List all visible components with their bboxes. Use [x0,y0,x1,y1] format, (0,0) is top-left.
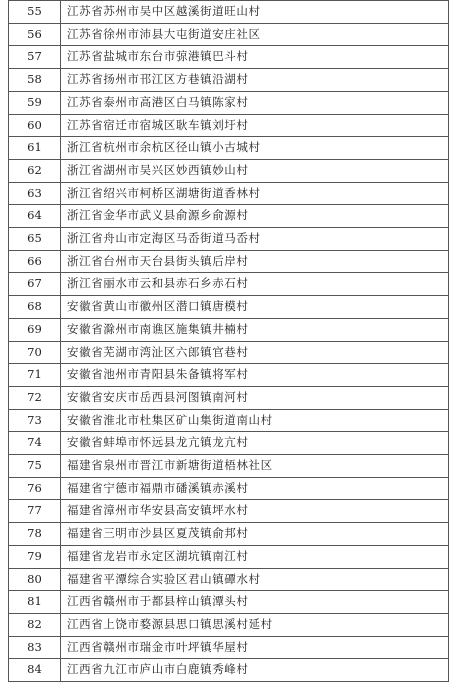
table-row [9,228,449,251]
village-name-cell: 安徽省黄山市徽州区潜口镇唐模村 [61,296,449,319]
row-number-cell: 77 [9,500,61,523]
table-row [9,341,449,364]
table-row [9,545,449,568]
village-name-cell: 浙江省舟山市定海区马岙街道马岙村 [61,228,449,251]
row-number-cell: 74 [9,432,61,455]
village-name-cell: 福建省泉州市晋江市新塘街道梧林社区 [61,455,449,478]
row-number-cell: 55 [9,1,61,24]
table-row [9,23,449,46]
row-number-cell: 81 [9,591,61,614]
village-name-cell: 福建省龙岩市永定区湖坑镇南江村 [61,545,449,568]
row-number-cell: 57 [9,46,61,69]
row-number-cell: 61 [9,137,61,160]
table-row [9,386,449,409]
village-name-cell: 江苏省扬州市邗江区方巷镇沿湖村 [61,69,449,92]
table-body [9,1,449,682]
table-row [9,1,449,24]
table-row [9,500,449,523]
village-name-cell: 浙江省湖州市吴兴区妙西镇妙山村 [61,159,449,182]
row-number-cell: 63 [9,182,61,205]
table-row [9,318,449,341]
row-number-cell: 78 [9,523,61,546]
table-row [9,273,449,296]
village-name-cell: 江苏省徐州市沛县大屯街道安庄社区 [61,23,449,46]
village-name-cell: 浙江省丽水市云和县赤石乡赤石村 [61,273,449,296]
village-list-table [8,0,449,682]
table-row [9,409,449,432]
row-number-cell: 68 [9,296,61,319]
village-name-cell: 江苏省盐城市东台市弶港镇巴斗村 [61,46,449,69]
table-row [9,659,449,682]
village-name-cell: 福建省平潭综合实验区君山镇磹水村 [61,568,449,591]
village-name-cell: 江西省赣州市瑞金市叶坪镇华屋村 [61,636,449,659]
row-number-cell: 84 [9,659,61,682]
table-row [9,137,449,160]
table-row [9,455,449,478]
table-row [9,613,449,636]
table-row [9,46,449,69]
village-name-cell: 江苏省泰州市高港区白马镇陈家村 [61,91,449,114]
row-number-cell: 76 [9,477,61,500]
row-number-cell: 62 [9,159,61,182]
row-number-cell: 67 [9,273,61,296]
village-name-cell: 浙江省台州市天台县街头镇后岸村 [61,250,449,273]
table-row [9,477,449,500]
row-number-cell: 79 [9,545,61,568]
table-row [9,182,449,205]
village-name-cell: 江西省九江市庐山市白鹿镇秀峰村 [61,659,449,682]
table-row [9,432,449,455]
row-number-cell: 64 [9,205,61,228]
village-name-cell: 江西省上饶市婺源县思口镇思溪村延村 [61,613,449,636]
table-row [9,523,449,546]
row-number-cell: 59 [9,91,61,114]
village-name-cell: 江苏省苏州市吴中区越溪街道旺山村 [61,1,449,24]
village-name-cell: 浙江省金华市武义县俞源乡俞源村 [61,205,449,228]
row-number-cell: 82 [9,613,61,636]
row-number-cell: 58 [9,69,61,92]
row-number-cell: 56 [9,23,61,46]
village-name-cell: 安徽省滁州市南谯区施集镇井楠村 [61,318,449,341]
village-name-cell: 浙江省杭州市余杭区径山镇小古城村 [61,137,449,160]
table-row [9,250,449,273]
table-row [9,296,449,319]
table-row [9,69,449,92]
table-row [9,114,449,137]
row-number-cell: 71 [9,364,61,387]
table-row [9,591,449,614]
table-row [9,91,449,114]
row-number-cell: 69 [9,318,61,341]
village-name-cell: 安徽省池州市青阳县朱备镇将军村 [61,364,449,387]
table-row [9,636,449,659]
table-row [9,159,449,182]
row-number-cell: 75 [9,455,61,478]
village-name-cell: 安徽省安庆市岳西县河图镇南河村 [61,386,449,409]
row-number-cell: 70 [9,341,61,364]
village-name-cell: 福建省宁德市福鼎市磻溪镇赤溪村 [61,477,449,500]
row-number-cell: 72 [9,386,61,409]
village-name-cell: 浙江省绍兴市柯桥区湖塘街道香林村 [61,182,449,205]
village-name-cell: 福建省漳州市华安县高安镇坪水村 [61,500,449,523]
row-number-cell: 73 [9,409,61,432]
table-row [9,364,449,387]
row-number-cell: 65 [9,228,61,251]
row-number-cell: 83 [9,636,61,659]
table-row [9,568,449,591]
village-name-cell: 安徽省淮北市杜集区矿山集街道南山村 [61,409,449,432]
row-number-cell: 66 [9,250,61,273]
village-name-cell: 福建省三明市沙县区夏茂镇俞邦村 [61,523,449,546]
village-name-cell: 安徽省芜湖市湾沚区六郎镇官巷村 [61,341,449,364]
village-name-cell: 江西省赣州市于都县梓山镇潭头村 [61,591,449,614]
village-name-cell: 安徽省蚌埠市怀远县龙亢镇龙亢村 [61,432,449,455]
table-row [9,205,449,228]
village-name-cell: 江苏省宿迁市宿城区耿车镇刘圩村 [61,114,449,137]
row-number-cell: 80 [9,568,61,591]
row-number-cell: 60 [9,114,61,137]
